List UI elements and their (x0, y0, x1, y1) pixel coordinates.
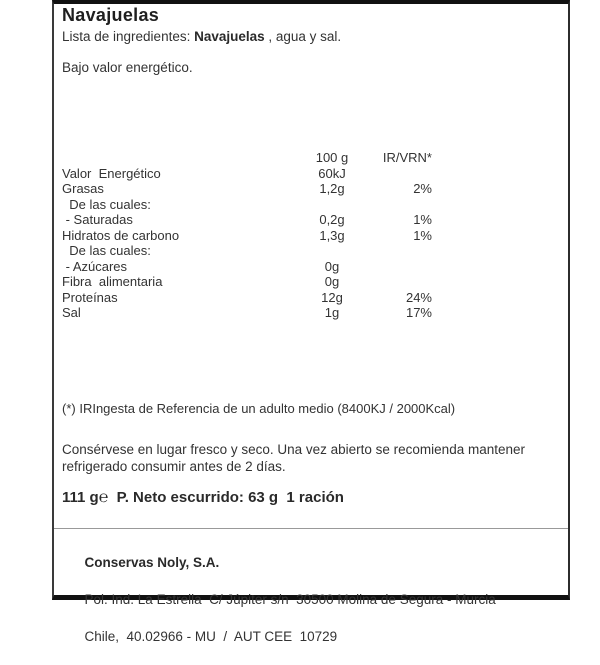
table-row-fibre: Fibra alimentaria 0g (62, 274, 340, 289)
table-row-sugars: - Azúcares 0g (62, 258, 340, 274)
nutrition-header-ri: IR/VRN* (382, 150, 432, 165)
nutrition-header-empty (62, 150, 294, 166)
net-weight-quantity: 111 g (62, 489, 99, 506)
ingredients-prefix: Lista de ingredientes: (62, 29, 195, 44)
ingredients-product-name: Navajuelas (194, 29, 265, 44)
table-row-protein: Proteínas 12g 24% (62, 289, 432, 305)
label-border-box (52, 0, 570, 644)
table-row-saturates: - Saturadas 0,2g 1% (62, 212, 432, 227)
table-row-of-which-carb: De las cuales: (62, 243, 151, 258)
company-name: Conservas Noly, S.A. (84, 554, 220, 570)
table-row-carbohydrate: Hidratos de carbono 1,3g 1% (62, 227, 432, 243)
nutrition-header-amount: 100 g (315, 150, 349, 165)
ingredients-suffix: , agua y sal. (264, 29, 342, 44)
company-block (62, 535, 496, 665)
drained-weight-text: P. Neto escurrido: 63 g 1 ración (108, 489, 344, 506)
nutrition-table (62, 150, 432, 321)
ingredients-line (62, 29, 341, 44)
storage-line-1: Consérvese en lugar fresco y seco. Una vez abierto se recomienda mantener (62, 442, 525, 457)
table-row-energy: Valor Energético 60kJ (62, 165, 346, 181)
net-weight-line (62, 489, 344, 507)
reference-intake-footnote: (*) IRIngesta de Referencia de un adulto medio (8400KJ / 2000Kcal) (62, 401, 456, 416)
table-row-fat: Grasas 1,2g 2% (62, 181, 432, 196)
company-divider-line (54, 528, 568, 529)
table-row-salt: Sal 1g 17% (62, 305, 432, 320)
product-title: Navajuelas (62, 5, 160, 25)
storage-instructions (62, 441, 525, 475)
company-registry: Chile, 40.02966 - MU / AUT CEE 10729 (84, 628, 338, 644)
company-address: Pol. Ind. La Estrella C/ Júpiter s/n 30500 Molina de Segura - Murcia (84, 591, 496, 607)
estimated-sign-symbol: ℮ (98, 489, 109, 506)
table-row-of-which-fat: De las cuales: (62, 196, 151, 212)
storage-line-2: refrigerado consumir antes de 2 días. (62, 459, 286, 474)
energy-claim: Bajo valor energético. (62, 60, 193, 75)
nutrition-header-row (62, 150, 432, 166)
